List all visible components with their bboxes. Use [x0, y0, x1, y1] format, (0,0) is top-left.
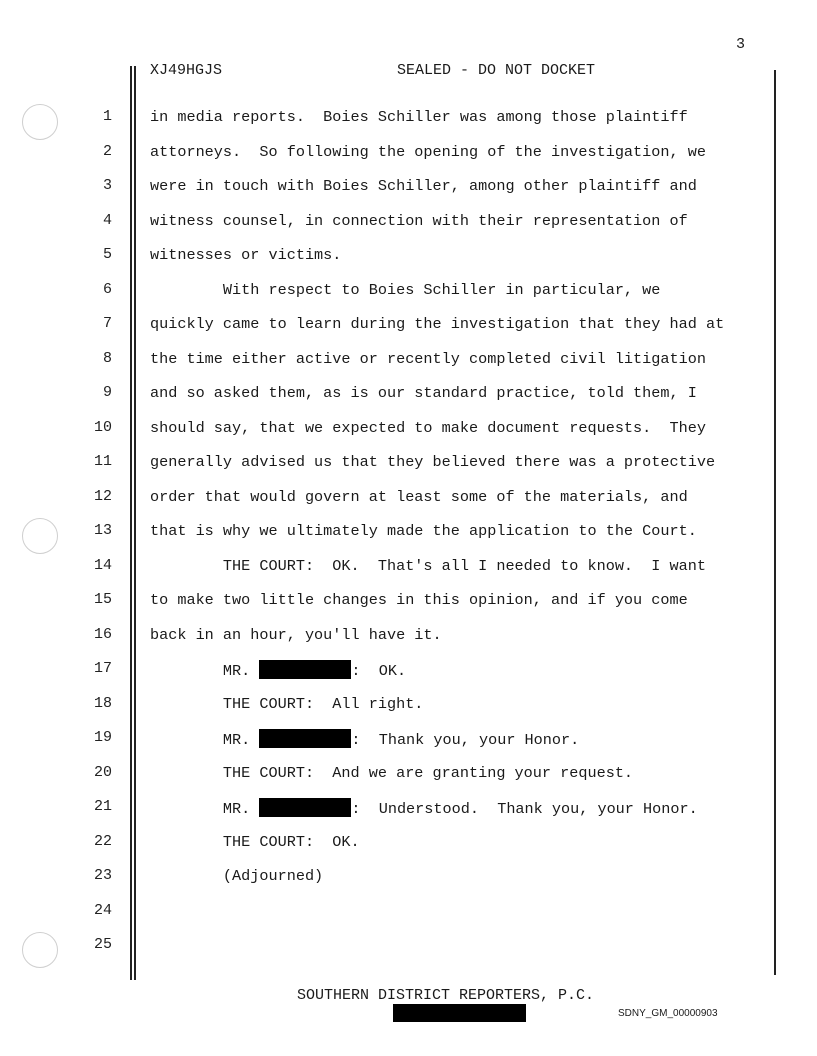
line-number: 8: [102, 349, 112, 367]
sealed-notice: SEALED - DO NOT DOCKET: [397, 62, 596, 79]
line-number: 17: [93, 660, 112, 677]
line-number: 20: [93, 763, 112, 781]
transcript-line: THE COURT: OK. That's all I needed to know. I want: [150, 556, 706, 575]
transcript-line: [150, 660, 406, 680]
transcript-line: quickly came to learn during the investigation that they had at: [150, 315, 725, 333]
line-number: 10: [93, 418, 112, 436]
speaker-prefix: MR.: [150, 662, 260, 680]
page-number: 3: [736, 36, 746, 53]
transcript-line: back in an hour, you'll have it.: [150, 625, 442, 644]
transcript-line: witness counsel, in connection with their representation of: [150, 211, 688, 230]
line-number: 14: [93, 556, 112, 574]
transcript-line: the time either active or recently completed civil litigation: [150, 349, 706, 368]
transcript-line: to make two little changes in this opinion, and if you come: [150, 591, 688, 609]
transcript-line: (Adjourned): [150, 867, 324, 885]
line-number: 21: [93, 798, 112, 815]
line-number: 12: [93, 487, 112, 505]
line-number: 25: [93, 936, 112, 953]
line-number: 3: [102, 177, 112, 194]
transcript-line: [150, 729, 579, 749]
transcript-line: that is why we ultimately made the application to the Court.: [150, 522, 697, 540]
line-number: 15: [93, 591, 112, 608]
footer-redaction-box: [393, 1004, 526, 1022]
punch-hole: [22, 932, 58, 968]
punch-hole: [22, 518, 58, 554]
line-number: 23: [93, 867, 112, 884]
transcript-line: order that would govern at least some of the materials, and: [150, 487, 688, 506]
line-number: 7: [102, 315, 112, 332]
case-id: XJ49HGJS: [150, 62, 223, 79]
line-number: 13: [93, 522, 112, 539]
transcript-line: should say, that we expected to make document requests. They: [150, 418, 706, 437]
transcript-line: in media reports. Boies Schiller was among those plaintiff: [150, 108, 688, 126]
redaction-box: [259, 729, 351, 748]
transcript-line: [150, 798, 698, 818]
line-number: 5: [102, 246, 112, 263]
line-number: 16: [93, 625, 112, 643]
bates-number: SDNY_GM_00000903: [618, 1008, 718, 1019]
transcript-line: were in touch with Boies Schiller, among other plaintiff and: [150, 177, 697, 195]
line-number: 18: [93, 694, 112, 712]
line-number: 24: [93, 901, 112, 919]
transcript-line: attorneys. So following the opening of the investigation, we: [150, 142, 706, 161]
transcript-line: THE COURT: And we are granting your request.: [150, 763, 634, 782]
speaker-remark: : Understood. Thank you, your Honor.: [351, 800, 698, 818]
right-margin-rule: [774, 70, 776, 975]
left-margin-rule: [130, 66, 132, 980]
transcript-line: THE COURT: All right.: [150, 694, 424, 713]
reporters-footer: SOUTHERN DISTRICT REPORTERS, P.C.: [297, 987, 595, 1004]
transcript-line: THE COURT: OK.: [150, 832, 360, 851]
line-number: 19: [93, 729, 112, 746]
transcript-line: generally advised us that they believed there was a protective: [150, 453, 716, 471]
line-number: 11: [93, 453, 112, 470]
line-number: 22: [93, 832, 112, 850]
punch-hole: [22, 104, 58, 140]
redaction-box: [259, 798, 351, 817]
speaker-remark: : OK.: [351, 662, 407, 680]
redaction-box: [259, 660, 351, 679]
line-number: 9: [102, 384, 112, 401]
transcript-line: With respect to Boies Schiller in particular, we: [150, 280, 661, 299]
line-number: 4: [102, 211, 112, 229]
speaker-prefix: MR.: [150, 731, 260, 749]
transcript-line: and so asked them, as is our standard practice, told them, I: [150, 384, 697, 402]
speaker-remark: : Thank you, your Honor.: [351, 731, 580, 749]
speaker-prefix: MR.: [150, 800, 260, 818]
transcript-line: witnesses or victims.: [150, 246, 342, 264]
line-number: 2: [102, 142, 112, 160]
line-number: 1: [102, 108, 112, 125]
line-number: 6: [102, 280, 112, 298]
left-margin-rule-inner: [134, 66, 136, 980]
